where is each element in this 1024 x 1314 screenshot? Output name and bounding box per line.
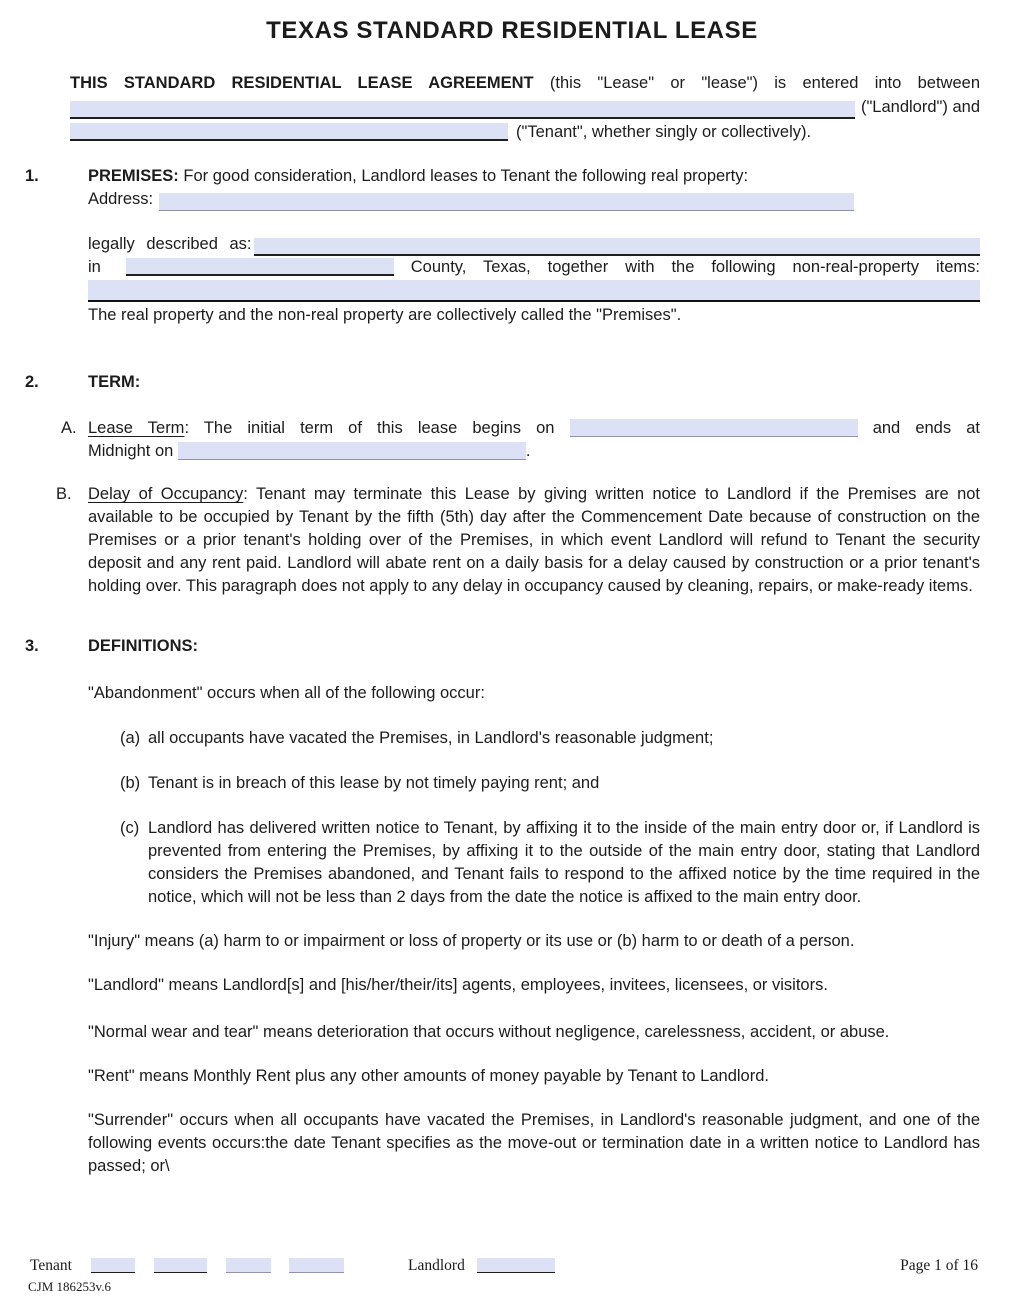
abandonment-item-c-text: Landlord has delivered written notice to Tenant, by affixing it to the inside of the main entry door or, if Landlord is prevented from entering the Premises, by affixing it to the outside of the main entry door, stating that Landlord considers the Premises abandoned, and Tenant fails to respond to the affixed notice by the time required in the notice, which will not be less than 2 days from the date the notice is affixed to the main entry door. [148,819,980,906]
premises-heading-rest: For good consideration, Landlord leases to Tenant the following real property: [183,167,749,185]
doc-reference: CJM 186253v.6 [28,1279,111,1294]
county-row [88,256,980,279]
section-number-2: 2. [25,373,39,391]
section-definitions [25,635,980,1178]
address-label: Address: [88,190,154,208]
lease-end-date-field[interactable] [178,442,526,460]
definition-injury: "Injury" means (a) harm to or impairment or loss of property or its use or (b) harm to or death of a person. [88,932,855,950]
tenant-suffix-text: ("Tenant", whether singly or collectively). [516,123,812,141]
tenant-initials-field-3[interactable] [226,1258,271,1273]
intro-line-3 [70,121,980,144]
midnight-label: Midnight on [88,442,174,460]
address-row [88,188,980,211]
definition-surrender: "Surrender" occurs when all occupants have vacated the Premises, in Landlord's reasonable judgment, and one of the following events occurs:the date Tenant specifies as the move-out or termination date in a written notice to Landlord has passed; or\ [88,1111,980,1175]
property-address-field[interactable] [159,193,854,211]
lease-term-text: : The initial term of this lease begins on [184,419,555,437]
abandonment-item-c [88,817,980,909]
abandonment-item-b-text: Tenant is in breach of this lease by not timely paying rent; and [148,774,600,792]
tenant-initials-field-1[interactable] [91,1258,135,1273]
legal-description-label: legally described as: [88,235,252,253]
delay-of-occupancy-item [56,483,981,598]
term-heading: TERM: [88,373,141,391]
lease-term-line-1 [88,417,980,440]
legal-description-row [88,233,980,256]
footer-tenant-label: Tenant [30,1257,72,1274]
definitions-heading: DEFINITIONS: [88,637,198,655]
tenant-initials-field-4[interactable] [289,1258,344,1273]
tenant-initials-field-2[interactable] [154,1258,207,1273]
section-term [25,371,981,598]
delay-of-occupancy-text: : Tenant may terminate this Lease by giving written notice to Landlord if the Premises are not available to be occupied by Tenant by the fifth (5th) day after the Commencement Date because of construction on the Premises or a prior tenant's holding over of the Premises, in which event Landlord will refund to Tenant the security deposit and any rent paid. Landlord will abate rent on a daily basis for a delay caused by construction or a prior tenant's holding over. This paragraph does not apply to any delay in occupancy caused by cleaning, repairs, or make-ready items. [88,485,981,595]
intro-line-2 [70,96,980,119]
intro-bold-text: THIS STANDARD RESIDENTIAL LEASE AGREEMENT [70,74,534,92]
premises-heading: PREMISES: [88,167,179,185]
delay-of-occupancy-label: Delay of Occupancy [88,485,244,503]
section-number-1: 1. [25,167,39,185]
premises-heading-row [25,165,980,188]
premises-note: The real property and the non-real property are collectively called the "Premises". [88,306,682,324]
county-field[interactable] [126,258,394,276]
abandonment-item-a-text: all occupants have vacated the Premises, in Landlord's reasonable judgment; [148,729,714,747]
definitions-heading-row [25,635,980,658]
definition-rent: "Rent" means Monthly Rent plus any other amounts of money payable by Tenant to Landlord. [88,1067,769,1085]
footer-landlord-label: Landlord [408,1257,465,1274]
tenant-name-field[interactable] [70,123,508,141]
item-letter-b: B. [56,485,72,503]
document-title: TEXAS STANDARD RESIDENTIAL LEASE [266,17,758,44]
in-label: in [88,258,101,276]
term-heading-row [25,371,980,394]
item-letter-a: A. [61,419,77,437]
intro-line-1 [70,72,980,95]
abandonment-intro: "Abandonment" occurs when all of the following occur: [88,684,485,702]
page-footer [0,1252,1024,1304]
list-marker-a: (a) [120,729,141,747]
landlord-name-field[interactable] [70,101,855,119]
lease-term-line-2 [88,440,980,463]
lease-term-ends-text: and ends at [872,419,980,437]
abandonment-item-b [88,772,980,795]
footer-tenant-initials-row [30,1254,344,1277]
definition-normal-wear: "Normal wear and tear" means deterioration that occurs without negligence, carelessness, accident, or abuse. [88,1023,890,1041]
county-suffix-text: County, Texas, together with the following non-real-property items: [410,258,980,276]
footer-landlord-initials-row [408,1254,555,1277]
section-number-3: 3. [25,637,39,655]
lease-term-label: Lease Term [88,419,185,437]
intro-lead-rest: (this "Lease" or "lease") is entered into between [533,74,980,92]
section-premises [25,165,980,327]
list-marker-c: (c) [120,819,140,837]
abandonment-item-a [88,727,980,750]
legal-description-field[interactable] [254,238,981,256]
page-number: Page 1 of 16 [900,1257,978,1274]
list-marker-b: (b) [120,774,141,792]
lease-term-item [61,417,980,463]
lease-start-date-field[interactable] [570,419,858,437]
landlord-suffix-text: ("Landlord") and [860,98,980,116]
non-real-property-items-field[interactable] [88,280,980,302]
intro-paragraph [70,72,980,144]
definition-landlord: "Landlord" means Landlord[s] and [his/her/their/its] agents, employees, invitees, licensees, or visitors. [88,976,828,994]
landlord-initials-field[interactable] [477,1258,555,1273]
midnight-period: . [525,442,531,460]
